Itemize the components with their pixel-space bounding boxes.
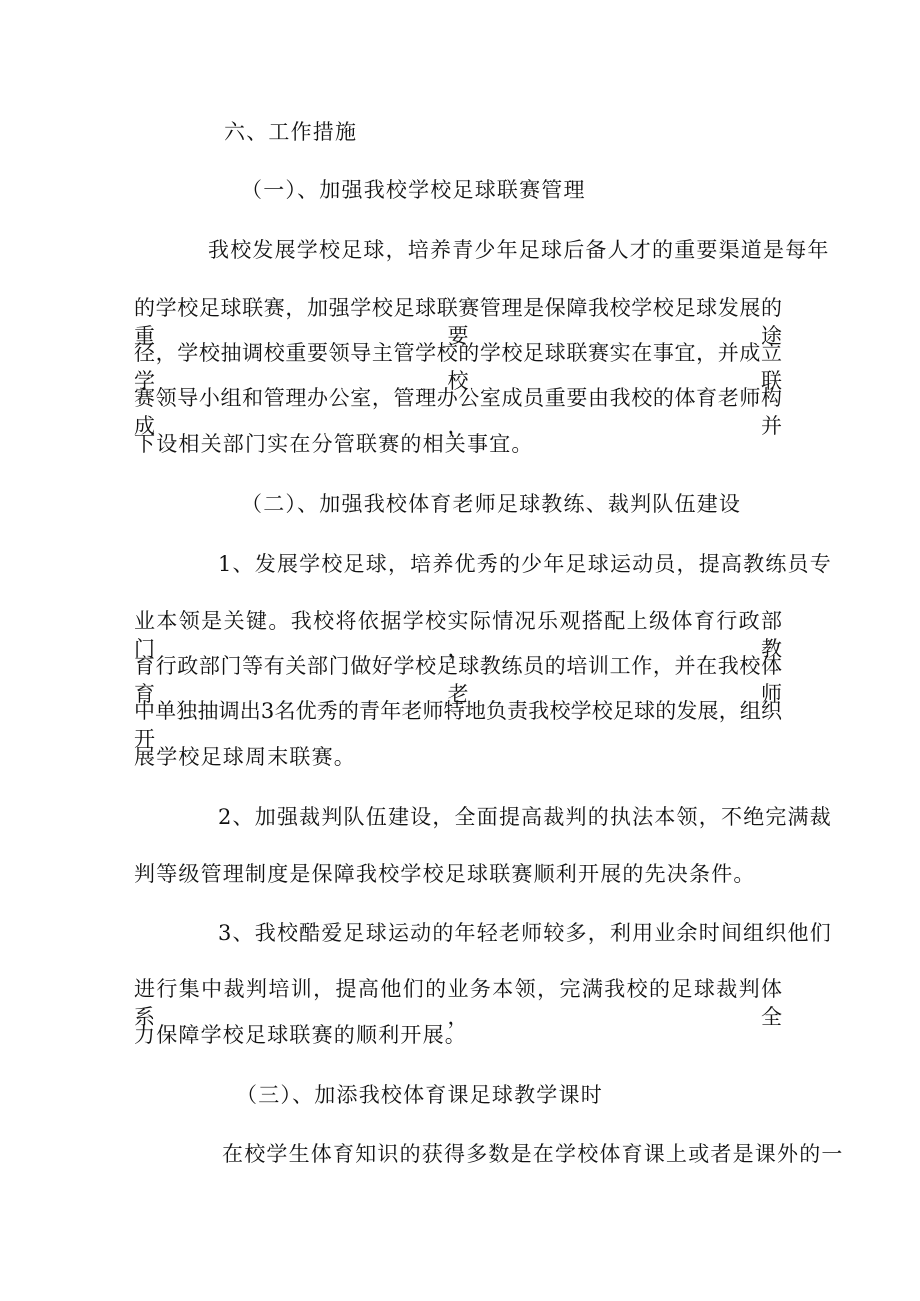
paragraph-line: 展学校足球周末联赛。 — [134, 745, 356, 769]
paragraph-line: 径，学校抽调校重要领导主管学校的学校足球联赛实在事宜，并成立学校联 — [134, 341, 782, 393]
subsection-heading-2: （二）、加强我校体育老师足球教练、裁判队伍建设 — [241, 492, 742, 516]
paragraph-line: 判等级管理制度是保障我校学校足球联赛顺利开展的先决条件。 — [134, 862, 756, 886]
paragraph-line: 中单独抽调出3名优秀的青年老师特地负责我校学校足球的发展，组织开 — [134, 699, 782, 751]
section-heading: 六、工作措施 — [224, 120, 358, 144]
paragraph-line: 在校学生体育知识的获得多数是在学校体育课上或者是课外的一 — [222, 1142, 844, 1166]
subsection-heading-3: （三）、加添我校体育课足球教学课时 — [236, 1083, 603, 1107]
paragraph-line: 业本领是关键。我校将依据学校实际情况乐观搭配上级体育行政部门，教 — [134, 609, 782, 661]
paragraph-line: 赛领导小组和管理办公室，管理办公室成员重要由我校的体育老师构成，并 — [134, 386, 782, 438]
paragraph-line: 1、发展学校足球，培养优秀的少年足球运动员，提高教练员专 — [218, 552, 832, 576]
paragraph-line: 我校发展学校足球，培养青少年足球后备人才的重要渠道是每年 — [208, 238, 830, 262]
subsection-heading-1: （一）、加强我校学校足球联赛管理 — [241, 178, 586, 202]
paragraph-line: 力保障学校足球联赛的顺利开展。 — [134, 1023, 467, 1047]
paragraph-line: 进行集中裁判培训，提高他们的业务本领，完满我校的足球裁判体系，全 — [134, 977, 782, 1029]
paragraph-line: 3、我校酷爱足球运动的年轻老师较多，利用业余时间组织他们 — [218, 921, 832, 945]
paragraph-line: 的学校足球联赛，加强学校足球联赛管理是保障我校学校足球发展的重要途 — [134, 296, 782, 348]
paragraph-line: 2、加强裁判队伍建设，全面提高裁判的执法本领，不绝完满裁 — [218, 805, 832, 829]
paragraph-line: 下设相关部门实在分管联赛的相关事宜。 — [134, 432, 534, 456]
paragraph-line: 育行政部门等有关部门做好学校足球教练员的培训工作，并在我校体育老师 — [134, 654, 782, 706]
